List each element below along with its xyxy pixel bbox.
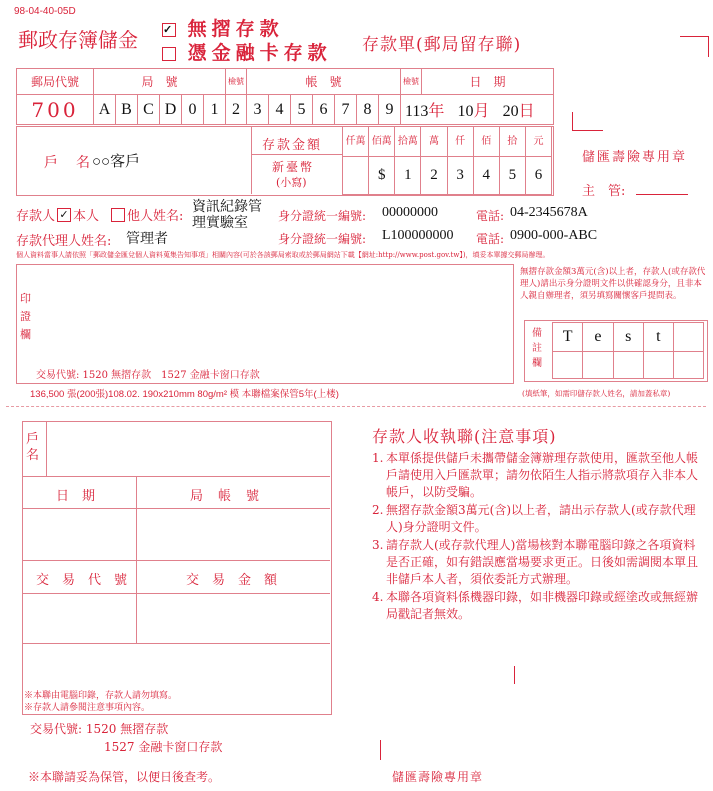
phone-value: 04-2345678A	[510, 205, 588, 220]
title-prefix: 郵政存簿儲金	[18, 28, 138, 52]
check2-header: 檢號	[401, 69, 422, 95]
unit-label: 拾萬	[395, 127, 421, 157]
privacy-note: 個人資料當事人請依照「郵政儲金匯兌個人資料蒐集告知事項」相關內容(可於各該郵局索取或於郵局網站下載【網址:http://www.post.gov.tw】)，填妥本單據交郵局辦理。	[16, 251, 550, 259]
amount-digit: 2	[421, 157, 447, 195]
account-digit: 2	[226, 95, 247, 125]
agent-id-label: 身分證統一編號:	[278, 232, 367, 246]
receipt-amount-label: 交 易 金 額	[186, 573, 278, 588]
notice-item: 4. 本聯各項資料係機器印錄，如非機器印錄或經塗改或無經辦局戳記者無效。	[372, 590, 699, 621]
holder-value: ○○客戶	[92, 154, 141, 170]
receipt-code2: 1527 金融卡窗口存款	[104, 740, 223, 754]
receipt-account-label: 局 帳 號	[190, 489, 261, 504]
check1-header: 檢號	[226, 69, 247, 95]
side-note: 無摺存款金額3萬元(含)以上者，存款人(或存款代理人)請出示身分證明文件以供確認身分，且非本人親自辦理者，須另填寫關懷客戶提問表。	[520, 267, 706, 301]
other-checkbox[interactable]	[111, 208, 125, 222]
receipt-note2: ※存款人請參閱注意事項內容。	[24, 703, 151, 713]
seal-label: 儲匯壽險專用章	[582, 150, 688, 165]
remark-char: T	[553, 323, 583, 352]
amount-digit: 6	[525, 157, 551, 195]
corner-mark	[680, 36, 709, 57]
account-digit: 6	[313, 95, 335, 125]
unit-label: 元	[525, 127, 551, 157]
unit-label: 萬	[421, 127, 447, 157]
receipt-seal-label: 儲匯壽險專用章	[392, 770, 484, 784]
remark-label: 備註欄	[532, 328, 542, 369]
amount-digit: 1	[395, 157, 421, 195]
title-suffix: 存款單(郵局留存聯)	[362, 35, 522, 55]
id-value: 00000000	[382, 205, 438, 220]
remark-char: s	[613, 323, 643, 352]
amount-grid	[342, 126, 552, 195]
unit-label: 拾	[499, 127, 525, 157]
remark-note: (填紙筆，如需印儲存款人姓名，請加蓋私章)	[522, 389, 671, 398]
notice-list	[372, 450, 698, 624]
amount-label: 存款金額	[262, 138, 323, 153]
receipt-codes: 交易代號: 1520 無摺存款	[30, 722, 169, 736]
id-label: 身分證統一編號:	[278, 209, 367, 223]
receipt-box	[22, 421, 332, 715]
holder-label: 戶 名	[44, 155, 92, 171]
receipt-holder-label: 戶名	[26, 432, 40, 463]
cut-line	[6, 406, 706, 407]
agent-phone-label: 電話:	[476, 232, 505, 246]
unit-label: 佰	[473, 127, 499, 157]
date-value: 113年 10月 20日	[401, 95, 554, 125]
stamp-trans-codes: 交易代號: 1520 無摺存款 1527 金融卡窗口存款	[36, 370, 260, 381]
other-name-value: 資訊紀錄管理實驗室	[192, 200, 262, 231]
form-code: 98-04-40-05D	[14, 6, 76, 17]
remark-char: t	[643, 323, 673, 352]
amount-digit: 4	[473, 157, 499, 195]
title-option1: ✓ 無摺存款	[163, 18, 284, 40]
remark-char: e	[583, 323, 613, 352]
office-no-header: 局 號	[94, 69, 226, 95]
title-option2: 憑金融卡存款	[162, 38, 332, 65]
date-header: 日 期	[422, 69, 554, 95]
amount-digit: 3	[447, 157, 473, 195]
amount-digit: 5	[499, 157, 525, 195]
receipt-keep-note: ※本聯請妥為保管，以便日後查考。	[28, 770, 221, 784]
print-info: 136,500 張(200張)108.02. 190x210mm 80g/m² 模 本聯檔案保管5年(上楼)	[30, 389, 339, 400]
account-digit: 0	[182, 95, 204, 125]
account-header: 帳 號	[247, 69, 401, 95]
agent-name: 管理者	[126, 232, 168, 247]
account-digit: 8	[357, 95, 379, 125]
notice-title: 存款人收執聯(注意事項)	[372, 427, 557, 446]
supervisor-label: 主 管:	[582, 184, 626, 199]
office-code-header: 郵局代號	[17, 69, 94, 95]
receipt-note1: ※本聯由電腦印錄，存款人請勿填寫。	[24, 691, 178, 701]
main-grid	[16, 68, 554, 125]
unit-label: 仟	[447, 127, 473, 157]
option1-checkbox[interactable]: ✓	[163, 23, 178, 36]
receipt-date-label: 日 期	[56, 489, 96, 504]
notice-item: 2. 無摺存款金額3萬元(含)以上者，請出示存款人(或存款代理人)身分證明文件。	[372, 503, 696, 534]
account-digit: 5	[291, 95, 313, 125]
remark-grid	[552, 322, 704, 379]
depositor-line: 存款人 ✓ 本人 他人姓名:	[16, 207, 184, 224]
unit-label: 佰萬	[369, 127, 395, 157]
stamp-label: 印 證 欄	[20, 292, 42, 341]
agent-id-value: L100000000	[382, 228, 454, 243]
currency-note: (小寫)	[276, 176, 307, 189]
account-digit: 3	[247, 95, 269, 125]
notice-item: 1. 本單係提供儲戶未攜帶儲金簿辦理存款使用，匯款至他人帳戶請使用入戶匯款單；請勿依陌生人指示將款項存入非本人帳戶，以防受騙。	[372, 451, 699, 499]
phone-label: 電話:	[476, 209, 505, 223]
receipt-code-label: 交 易 代 號	[36, 573, 128, 588]
account-digit: C	[138, 95, 160, 125]
agent-label: 存款代理人姓名:	[16, 234, 112, 249]
account-digit: D	[160, 95, 182, 125]
account-digit: 4	[269, 95, 291, 125]
account-digit: 9	[379, 95, 401, 125]
option2-checkbox[interactable]	[162, 47, 176, 61]
amount-symbol: $	[369, 157, 395, 195]
account-digit: B	[116, 95, 138, 125]
unit-label: 仟萬	[343, 127, 369, 157]
office-code-value: 700	[17, 95, 94, 125]
agent-phone-value: 0900-000-ABC	[510, 228, 598, 243]
account-digit: A	[94, 95, 116, 125]
self-checkbox[interactable]: ✓	[57, 208, 71, 222]
notice-item: 3. 請存款人(或存款代理人)當場核對本聯電腦印錄之各項資料是否正確，如有錯誤應當場要求更正。日後如需調閱本單且非儲戶本人者，須依委託方式辦理。	[372, 538, 699, 586]
account-digit: 1	[204, 95, 226, 125]
account-digit: 7	[335, 95, 357, 125]
currency-label: 新臺幣	[272, 160, 315, 174]
